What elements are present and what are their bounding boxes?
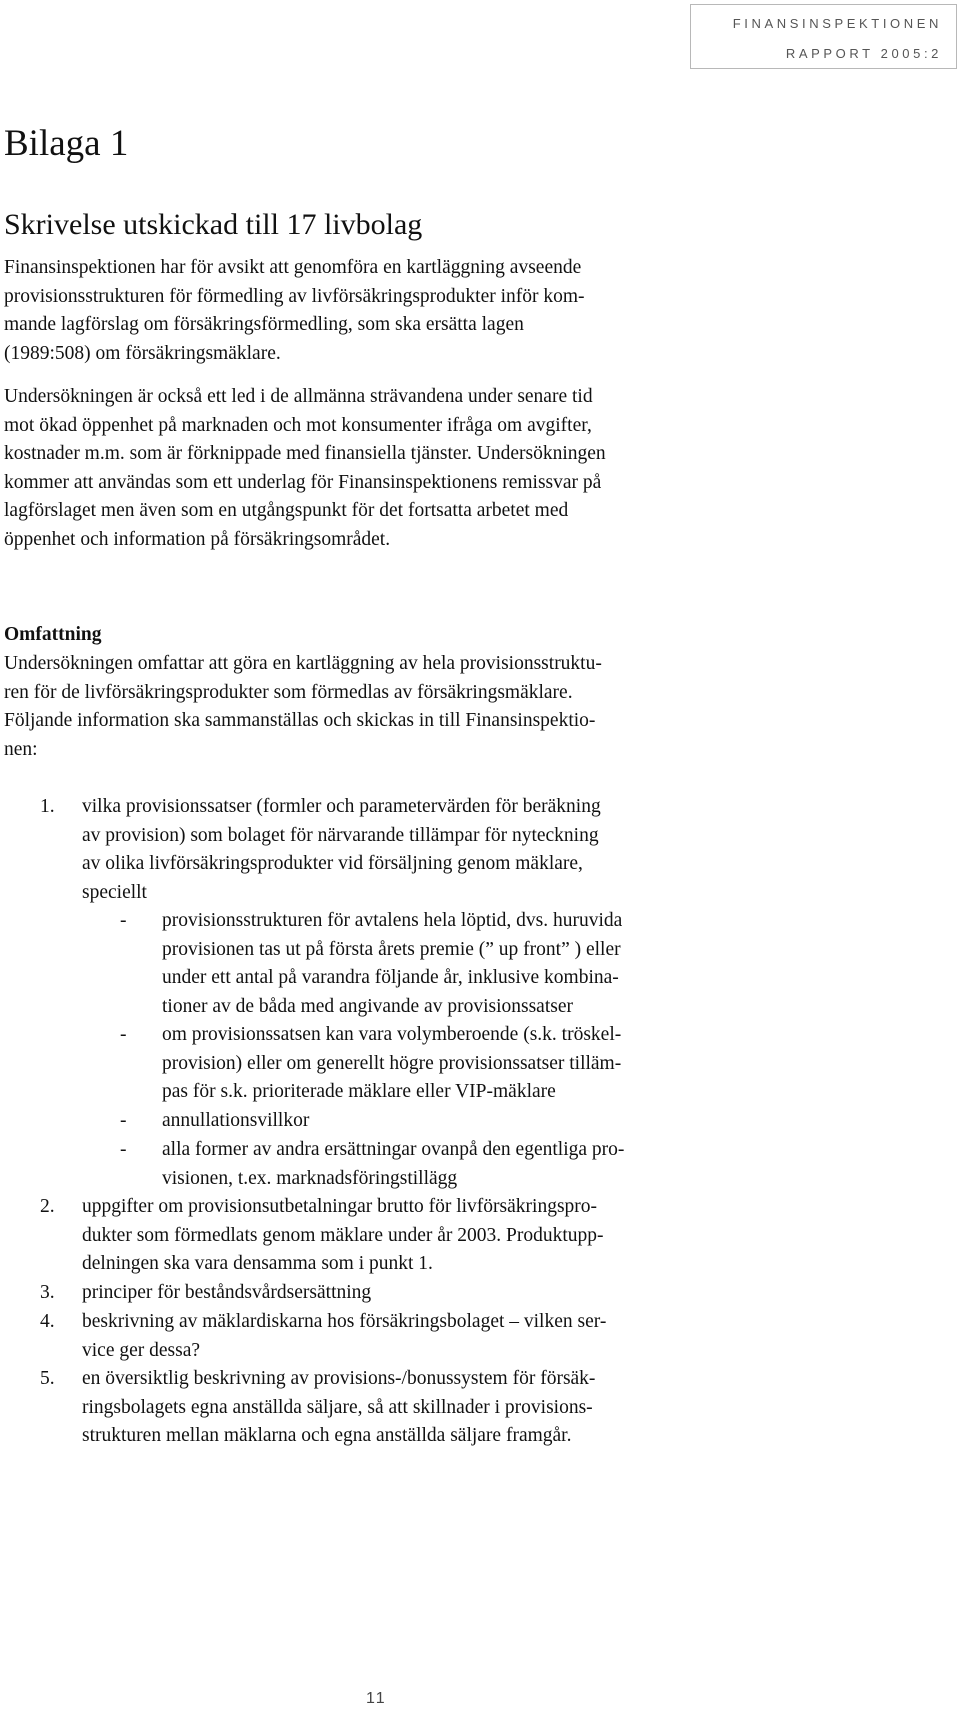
list-number: 4. [40, 1311, 55, 1332]
list-item-text: en översiktlig beskrivning av provisions-/bonussystem för försäk- ringsbolagets egna anställda säljare, så att skillnader i provisions- strukturen mellan mäklarna och egna anställda säljare framgår. [82, 1368, 596, 1446]
list-number: 1. [40, 796, 55, 817]
purpose-paragraph: Undersökningen är också ett led i de allmänna strävandena under senare tid mot ökad öppenhet på marknaden och mot konsumenter ifråga om avgifter, kostnader m.m. som är förknippade med finansiella tjänster. Undersökningen kommer att användas som ett underlag för Finansinspektionens remissvar på lagförslaget men även som en utgångspunkt för det fortsatta arbetet med öppenhet och information på försäkringsområdet. [4, 386, 606, 550]
dash-bullet: - [120, 910, 127, 931]
page-title: Bilaga 1 [4, 123, 129, 164]
page-subtitle: Skrivelse utskickad till 17 livbolag [4, 208, 423, 241]
sub-list-item-text: alla former av andra ersättningar ovanpå den egentliga pro- visionen, t.ex. marknadsföringstillägg [162, 1139, 625, 1189]
page-number: 11 [366, 1690, 387, 1707]
list-item-text: beskrivning av mäklardiskarna hos försäkringsbolaget – vilken ser- vice ger dessa? [82, 1311, 607, 1361]
list-item-text: principer för beståndsvårdsersättning [82, 1282, 372, 1303]
dash-bullet: - [120, 1024, 127, 1045]
report-number: RAPPORT 2005:2 [785, 46, 942, 61]
sub-list-item-text: annullationsvillkor [162, 1110, 310, 1131]
report-header-box [690, 4, 957, 69]
scope-paragraph: Undersökningen omfattar att göra en kartläggning av hela provisionsstruktu- ren för de livförsäkringsprodukter som förmedlas av försäkringsmäklare. Följande information ska sammanställas och skickas in till Finansinspektio- nen: [4, 653, 602, 760]
dash-bullet: - [120, 1139, 127, 1160]
sub-list-item-text: provisionsstrukturen för avtalens hela löptid, dvs. huruvida provisionen tas ut på första årets premie (” up front” ) eller under ett antal på varandra följande år, inklusive kombina- tioner av de båda med angivande av provisionssatser [162, 910, 623, 1017]
list-item-text: uppgifter om provisionsutbetalningar brutto för livförsäkringspro- dukter som förmedlats genom mäklare under år 2003. Produktupp- delningen ska vara densamma som i punkt 1. [82, 1196, 604, 1274]
intro-paragraph: Finansinspektionen har för avsikt att genomföra en kartläggning avseende provisionsstrukturen för förmedling av livförsäkringsprodukter inför kom- mande lagförslag om försäkringsförmedling, som ska ersätta lagen (1989:508) om försäkringsmäklare. [4, 257, 585, 364]
sub-list-item-text: om provisionssatsen kan vara volymberoende (s.k. tröskel- provision) eller om generellt högre provisionssatser tilläm- pas för s.k. prioriterade mäklare eller VIP-mäklare [162, 1024, 622, 1102]
dash-bullet: - [120, 1110, 127, 1131]
list-number: 5. [40, 1368, 55, 1389]
scope-heading: Omfattning [4, 624, 102, 645]
list-number: 3. [40, 1282, 55, 1303]
org-name: FINANSINSPEKTIONEN [732, 16, 942, 31]
list-number: 2. [40, 1196, 55, 1217]
list-item-text: vilka provisionssatser (formler och parametervärden för beräkning av provision) som bolaget för närvarande tillämpar för nyteckning av olika livförsäkringsprodukter vid försäljning genom mäklare, speciellt [82, 796, 601, 903]
